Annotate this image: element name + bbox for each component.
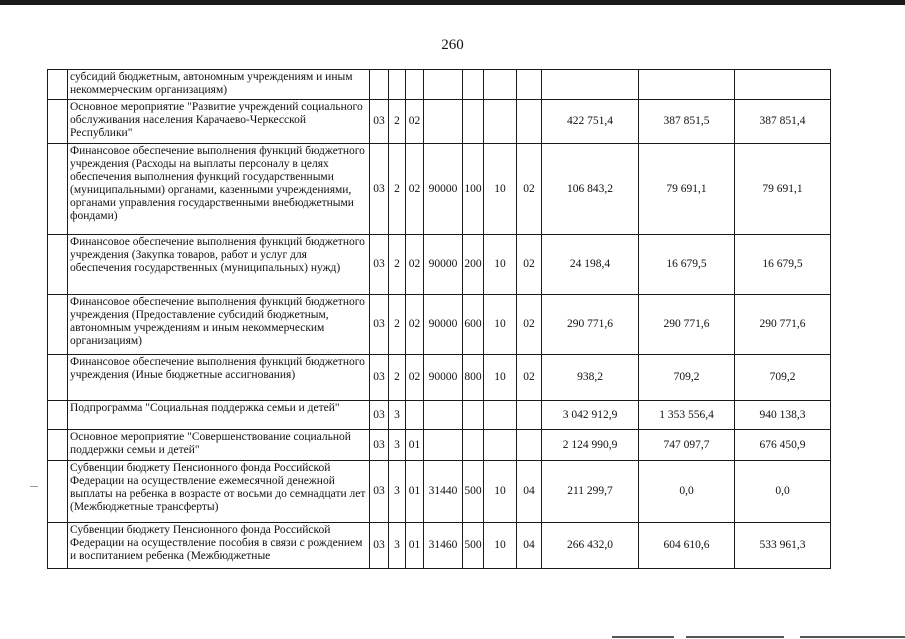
budget-table bbox=[47, 69, 831, 569]
amount-year-3 bbox=[735, 70, 831, 100]
amount-year-3: 533 961,3 bbox=[735, 523, 831, 569]
row-number-cell bbox=[48, 295, 68, 355]
amount-year-1: 266 432,0 bbox=[542, 523, 639, 569]
expense-type-code: 600 bbox=[463, 295, 484, 355]
amount-year-2: 1 353 556,4 bbox=[639, 401, 735, 430]
program-code: 03 bbox=[370, 430, 389, 461]
subsection-code: 02 bbox=[517, 235, 542, 295]
amount-year-1: 2 124 990,9 bbox=[542, 430, 639, 461]
expense-type-code: 800 bbox=[463, 355, 484, 401]
direction-code bbox=[424, 70, 463, 100]
amount-year-2: 709,2 bbox=[639, 355, 735, 401]
section-code: 10 bbox=[484, 144, 517, 235]
program-code: 03 bbox=[370, 144, 389, 235]
amount-year-3: 709,2 bbox=[735, 355, 831, 401]
event-code: 01 bbox=[406, 523, 424, 569]
event-code: 01 bbox=[406, 461, 424, 523]
item-name: Субвенции бюджету Пенсионного фонда Российской Федерации на осуществление пособия в связи с рождением и воспитанием ребенка (Межбюджетные bbox=[68, 523, 370, 569]
item-name: Основное мероприятие "Развитие учреждений социального обслуживания населения Карачаево-Черкесской Республики" bbox=[68, 100, 370, 144]
amount-year-2: 16 679,5 bbox=[639, 235, 735, 295]
row-number-cell bbox=[48, 523, 68, 569]
page-number: 260 bbox=[441, 37, 464, 53]
amount-year-1: 422 751,4 bbox=[542, 100, 639, 144]
table-row bbox=[48, 100, 831, 144]
expense-type-code: 500 bbox=[463, 461, 484, 523]
row-number-cell bbox=[48, 355, 68, 401]
table-row bbox=[48, 430, 831, 461]
item-name: Финансовое обеспечение выполнения функций бюджетного учреждения (Предоставление субсидий бюджетным, автономным учреждениям и иным некоммерческим организациям) bbox=[68, 295, 370, 355]
event-code: 02 bbox=[406, 295, 424, 355]
amount-year-1: 3 042 912,9 bbox=[542, 401, 639, 430]
program-code: 03 bbox=[370, 461, 389, 523]
event-code bbox=[406, 70, 424, 100]
item-name: Основное мероприятие "Совершенствование социальной поддержки семьи и детей" bbox=[68, 430, 370, 461]
amount-year-3: 387 851,4 bbox=[735, 100, 831, 144]
subprogram-code bbox=[389, 70, 406, 100]
program-code: 03 bbox=[370, 235, 389, 295]
subprogram-code: 3 bbox=[389, 401, 406, 430]
table-row bbox=[48, 235, 831, 295]
item-name: субсидий бюджетным, автономным учреждениям и иным некоммерческим организациям) bbox=[68, 70, 370, 100]
amount-year-2 bbox=[639, 70, 735, 100]
direction-code bbox=[424, 100, 463, 144]
program-code bbox=[370, 70, 389, 100]
subprogram-code: 2 bbox=[389, 144, 406, 235]
scan-artifact bbox=[30, 486, 38, 487]
scan-bottom-line bbox=[686, 636, 784, 638]
expense-type-code bbox=[463, 401, 484, 430]
table-row bbox=[48, 401, 831, 430]
subprogram-code: 3 bbox=[389, 523, 406, 569]
subprogram-code: 3 bbox=[389, 430, 406, 461]
subprogram-code: 3 bbox=[389, 461, 406, 523]
section-code bbox=[484, 401, 517, 430]
event-code: 02 bbox=[406, 144, 424, 235]
expense-type-code: 500 bbox=[463, 523, 484, 569]
event-code: 02 bbox=[406, 235, 424, 295]
amount-year-2: 0,0 bbox=[639, 461, 735, 523]
table-row bbox=[48, 355, 831, 401]
table-row bbox=[48, 70, 831, 100]
event-code bbox=[406, 401, 424, 430]
amount-year-1 bbox=[542, 70, 639, 100]
amount-year-3: 940 138,3 bbox=[735, 401, 831, 430]
table-row bbox=[48, 523, 831, 569]
scan-top-edge bbox=[0, 0, 905, 5]
amount-year-1: 211 299,7 bbox=[542, 461, 639, 523]
amount-year-2: 747 097,7 bbox=[639, 430, 735, 461]
expense-type-code: 200 bbox=[463, 235, 484, 295]
subprogram-code: 2 bbox=[389, 235, 406, 295]
event-code: 02 bbox=[406, 355, 424, 401]
amount-year-1: 938,2 bbox=[542, 355, 639, 401]
amount-year-3: 16 679,5 bbox=[735, 235, 831, 295]
row-number-cell bbox=[48, 144, 68, 235]
subsection-code bbox=[517, 70, 542, 100]
subprogram-code: 2 bbox=[389, 295, 406, 355]
subsection-code: 02 bbox=[517, 144, 542, 235]
program-code: 03 bbox=[370, 523, 389, 569]
amount-year-1: 24 198,4 bbox=[542, 235, 639, 295]
direction-code: 90000 bbox=[424, 144, 463, 235]
program-code: 03 bbox=[370, 355, 389, 401]
table-row bbox=[48, 295, 831, 355]
direction-code: 31440 bbox=[424, 461, 463, 523]
subprogram-code: 2 bbox=[389, 100, 406, 144]
expense-type-code bbox=[463, 70, 484, 100]
amount-year-2: 290 771,6 bbox=[639, 295, 735, 355]
item-name: Финансовое обеспечение выполнения функций бюджетного учреждения (Расходы на выплаты персоналу в целях обеспечения выполнения функций государственными (муниципальными) органами, казенными учреждениями, органами управления государственными внебюджетными фондами) bbox=[68, 144, 370, 235]
subprogram-code: 2 bbox=[389, 355, 406, 401]
subsection-code: 04 bbox=[517, 523, 542, 569]
expense-type-code bbox=[463, 100, 484, 144]
program-code: 03 bbox=[370, 100, 389, 144]
scan-bottom-line bbox=[800, 636, 905, 638]
subsection-code: 02 bbox=[517, 355, 542, 401]
item-name: Финансовое обеспечение выполнения функций бюджетного учреждения (Закупка товаров, работ и услуг для обеспечения государственных (муниципальных) нужд) bbox=[68, 235, 370, 295]
direction-code bbox=[424, 401, 463, 430]
program-code: 03 bbox=[370, 295, 389, 355]
program-code: 03 bbox=[370, 401, 389, 430]
section-code: 10 bbox=[484, 235, 517, 295]
amount-year-3: 676 450,9 bbox=[735, 430, 831, 461]
table-row bbox=[48, 461, 831, 523]
amount-year-3: 79 691,1 bbox=[735, 144, 831, 235]
item-name: Финансовое обеспечение выполнения функций бюджетного учреждения (Иные бюджетные ассигнования) bbox=[68, 355, 370, 401]
subsection-code bbox=[517, 401, 542, 430]
item-name: Субвенции бюджету Пенсионного фонда Российской Федерации на осуществление ежемесячной денежной выплаты на ребенка в возрасте от восьми до семнадцати лет (Межбюджетные трансферты) bbox=[68, 461, 370, 523]
table-row bbox=[48, 144, 831, 235]
amount-year-2: 387 851,5 bbox=[639, 100, 735, 144]
section-code: 10 bbox=[484, 295, 517, 355]
row-number-cell bbox=[48, 430, 68, 461]
row-number-cell bbox=[48, 401, 68, 430]
event-code: 02 bbox=[406, 100, 424, 144]
event-code: 01 bbox=[406, 430, 424, 461]
direction-code bbox=[424, 430, 463, 461]
amount-year-2: 604 610,6 bbox=[639, 523, 735, 569]
item-name: Подпрограмма "Социальная поддержка семьи и детей" bbox=[68, 401, 370, 430]
direction-code: 90000 bbox=[424, 235, 463, 295]
section-code bbox=[484, 430, 517, 461]
row-number-cell bbox=[48, 100, 68, 144]
subsection-code bbox=[517, 430, 542, 461]
amount-year-2: 79 691,1 bbox=[639, 144, 735, 235]
table-body bbox=[48, 70, 831, 569]
section-code bbox=[484, 70, 517, 100]
section-code bbox=[484, 100, 517, 144]
direction-code: 90000 bbox=[424, 355, 463, 401]
amount-year-3: 290 771,6 bbox=[735, 295, 831, 355]
row-number-cell bbox=[48, 461, 68, 523]
row-number-cell bbox=[48, 70, 68, 100]
amount-year-3: 0,0 bbox=[735, 461, 831, 523]
expense-type-code: 100 bbox=[463, 144, 484, 235]
direction-code: 31460 bbox=[424, 523, 463, 569]
direction-code: 90000 bbox=[424, 295, 463, 355]
amount-year-1: 106 843,2 bbox=[542, 144, 639, 235]
subsection-code: 02 bbox=[517, 295, 542, 355]
amount-year-1: 290 771,6 bbox=[542, 295, 639, 355]
row-number-cell bbox=[48, 235, 68, 295]
subsection-code: 04 bbox=[517, 461, 542, 523]
section-code: 10 bbox=[484, 355, 517, 401]
scan-bottom-line bbox=[612, 636, 674, 638]
subsection-code bbox=[517, 100, 542, 144]
expense-type-code bbox=[463, 430, 484, 461]
section-code: 10 bbox=[484, 461, 517, 523]
section-code: 10 bbox=[484, 523, 517, 569]
